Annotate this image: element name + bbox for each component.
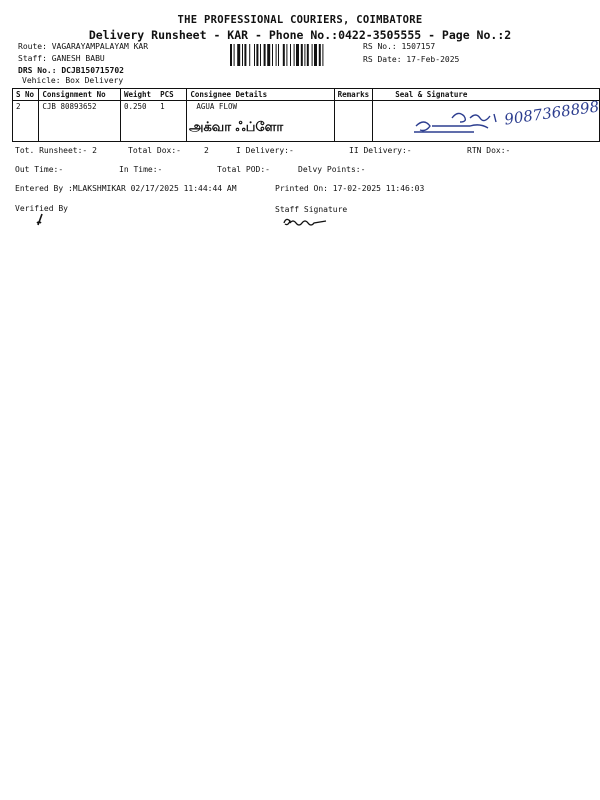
cell-consignment: CJB 80893652 (39, 101, 121, 142)
staff-label: Staff: GANESH BABU (18, 54, 105, 63)
cell-pcs: 1 (160, 102, 165, 111)
printed-on: Printed On: 17-02-2025 11:46:03 (275, 184, 425, 193)
col-consignee-header: Consignee Details (187, 89, 334, 101)
barcode-image (230, 44, 356, 66)
cell-weight-pcs (120, 101, 186, 142)
company-title: THE PROFESSIONAL COURIERS, COIMBATORE (177, 14, 423, 26)
col-seal-header: Seal & Signature (373, 89, 600, 101)
rtn-dox: RTN Dox:- (467, 146, 511, 155)
total-dox-value: 2 (204, 146, 209, 155)
entered-by: Entered By :MLAKSHMIKAR 02/17/2025 11:44:44 AM (15, 184, 237, 193)
cell-remarks (334, 101, 373, 142)
runsheet-title: Delivery Runsheet - KAR - Phone No.:0422-3505555 - Page No.:2 (88, 28, 512, 42)
handwritten-phone: 9087368898 (503, 97, 600, 129)
out-time: Out Time:- (15, 165, 64, 174)
rs-date: RS Date: 17-Feb-2025 (363, 55, 460, 64)
i-delivery: I Delivery:- (236, 146, 294, 155)
col-sno-header: S No (13, 89, 39, 101)
table-header-row (13, 89, 600, 101)
tot-runsheet: Tot. Runsheet:- 2 (15, 146, 97, 155)
ii-delivery: II Delivery:- (349, 146, 412, 155)
in-time: In Time:- (119, 165, 163, 174)
pcs-header: PCS (160, 90, 174, 99)
drs-number: DRS No.: DCJB150715702 (18, 66, 124, 75)
verified-signature-mark (34, 213, 46, 227)
weight-header: Weight (123, 90, 152, 99)
consignee-name: AGUA FLOW (196, 102, 237, 111)
col-weight-pcs-header (120, 89, 186, 101)
consignee-handwritten-name: அக்வா ஃப்ளோ (189, 120, 284, 135)
cell-sno: 2 (13, 101, 39, 142)
staff-signature-mark (282, 215, 328, 229)
cell-weight: 0.250 (123, 102, 147, 111)
total-pod: Total POD:- (217, 165, 270, 174)
col-consignment-header: Consignment No (39, 89, 121, 101)
total-dox-label: Total Dox:- (128, 146, 181, 155)
vehicle-label: Vehicle: Box Delivery (22, 76, 124, 85)
rs-number: RS No.: 1507157 (363, 42, 436, 51)
staff-signature-label: Staff Signature (275, 205, 348, 214)
delvy-points: Delvy Points:- (298, 165, 366, 174)
verified-by-label: Verified By (15, 204, 68, 213)
col-remarks-header: Remarks (334, 89, 373, 101)
route-label: Route: VAGARAYAMPALAYAM KAR (18, 42, 149, 51)
